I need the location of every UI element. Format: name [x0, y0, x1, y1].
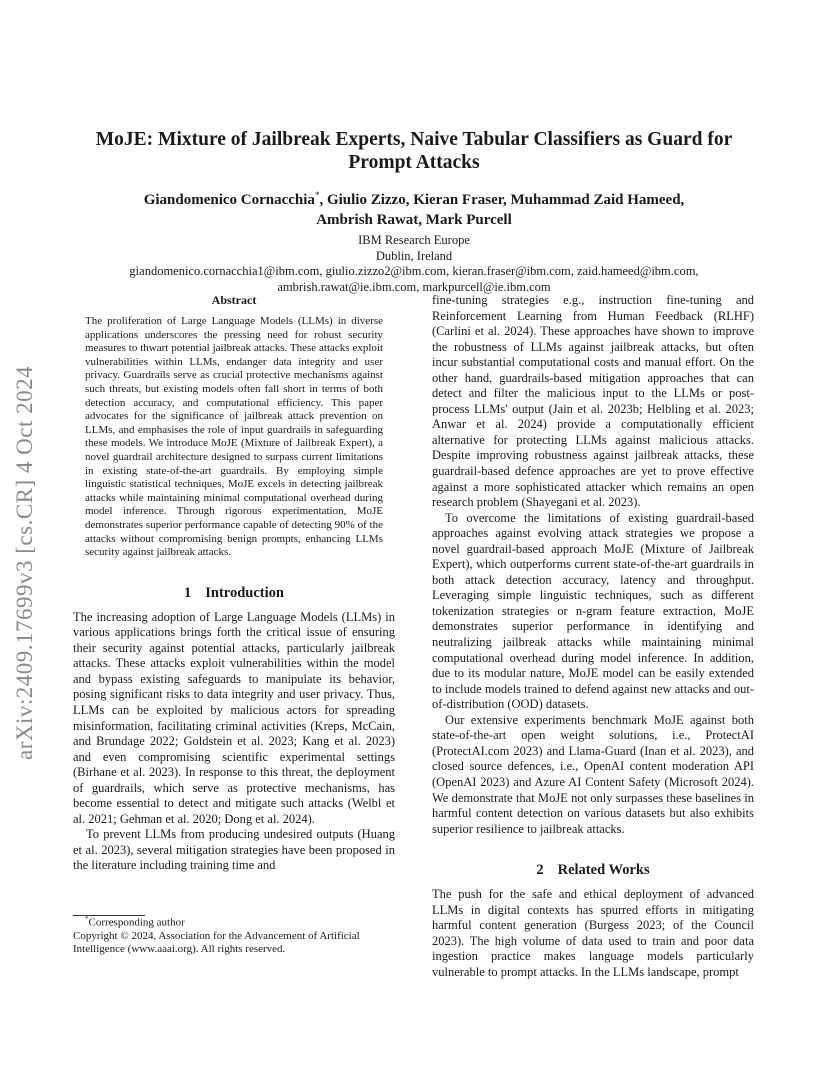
intro-paragraph-3: fine-tuning strategies e.g., instruction fine-tuning and Reinforcement Learning from Human Feedback (RLHF) (Carlini et al. 2024). These approaches have shown to improve the robustness of LLMs against jailbreak attacks, but often incur substantial computational costs and manual effort. On the other hand, guardrails-based mitigation approaches that can detect and filter the malicious input to the LLMs or post-process LLMs' output (Jain et al. 2023b; Helbling et al. 2023; Anwar et al. 2024) provide a computationally efficient alternative for protecting LLMs against malicious attacks. Despite improving robustness against jailbreak attacks, these guardrail-based defence approaches are yet to prove effective against a more sophisticated attacker which remains an open research problem (Shayegani et al. 2023).	[432, 293, 754, 510]
author-first: Giandomenico Cornacchia	[143, 192, 315, 208]
abstract-heading: Abstract	[211, 293, 257, 307]
location: Dublin, Ireland	[375, 248, 453, 263]
copyright-line-1: Copyright © 2024, Association for the Advancement of Artificial	[73, 929, 360, 942]
section-number: 2	[536, 862, 544, 879]
intro-paragraph-1: The increasing adoption of Large Language Models (LLMs) in various applications brings forth the critical issue of ensuring their security against potential attacks, particularly jailbreak attacks. These attacks exploit vulnerabilities within the model and bypass existing safeguards to manipulate its behavior, posing significant risks to data integrity and user privacy. Thus, LLMs can be exploited by malicious actors for spreading misinformation, facilitating criminal activities (Kreps, McCain, and Brundage 2022; Goldstein et al. 2023; Kang et al. 2023) and even compromising scientific experimental settings (Birhane et al. 2023). In response to this threat, the deployment of guardrails, which serve as protective mechanisms, has become essential to detect and mitigate such attacks (Welbl et al. 2021; Gehman et al. 2020; Dong et al. 2024).	[73, 609, 395, 826]
intro-paragraph-4: To overcome the limitations of existing guardrail-based approaches against evolving attack strategies we propose a novel guardrail-based approach MoJE (Mixture of Jailbreak Expert), which outperforms current state-of-the-art guardrails in both attack detection accuracy, latency and throughput. Leveraging simple linguistic techniques, such as different tokenization strategies or n-gram feature extraction, MoJE demonstrates superior performance in identifying and neutralizing jailbreak attacks while maintaining minimal computational overhead during model inference. In addition, due to its modular nature, MoJE model can be easily extended to include models trained to defend against new attacks and out-of-distribution (OOD) datasets.	[432, 510, 754, 712]
section-heading-related-works	[432, 861, 754, 879]
footnote	[73, 913, 403, 956]
paper-header	[60, 128, 768, 295]
footnote-mark: *	[85, 915, 89, 923]
section-heading-introduction	[73, 584, 395, 602]
intro-paragraph-2: To prevent LLMs from producing undesired outputs (Huang et al. 2023), several mitigation strategies have been proposed in the literature including training time and	[73, 827, 395, 873]
footnote-text: Corresponding author	[88, 916, 185, 929]
copyright-line-2: Intelligence (www.aaai.org). All rights reserved.	[73, 943, 286, 956]
title-line-1: MoJE: Mixture of Jailbreak Experts, Naive Tabular Classifiers as Guard for	[95, 129, 733, 150]
emails-line-2: ambrish.rawat@ie.ibm.com, markpurcell@ie.ibm.com	[277, 279, 551, 294]
emails-line-1: giandomenico.cornacchia1@ibm.com, giulio.zizzo2@ibm.com, kieran.fraser@ibm.com, zaid.hameed@ibm.com,	[129, 264, 699, 278]
section-title: Introduction	[205, 584, 284, 601]
author-list	[60, 185, 768, 230]
authors-line-2: Ambrish Rawat, Mark Purcell	[316, 212, 512, 228]
section-title: Related Works	[557, 862, 650, 879]
corresponding-author-note	[73, 913, 403, 930]
institution: IBM Research Europe	[358, 233, 470, 247]
title-line-2: Prompt Attacks	[348, 152, 480, 173]
corresponding-author-mark: *	[314, 190, 320, 200]
affiliation	[60, 233, 768, 295]
left-column	[73, 293, 395, 874]
arxiv-identifier-stamp: arXiv:2409.17699v3 [cs.CR] 4 Oct 2024	[12, 365, 37, 760]
intro-paragraph-5: Our extensive experiments benchmark MoJE against both state-of-the-art open weight solutions, i.e., ProtectAI (ProtectAI.com 2023) and Llama-Guard (Inan et al. 2023), and closed source defences, i.e., OpenAI content moderation API (OpenAI 2023) and Azure AI Content Safety (Microsoft 2024). We demonstrate that MoJE not only surpasses these baselines in harmful content detection on various datasets but also exhibits superior resilience to jailbreak attacks.	[432, 712, 754, 836]
section-number: 1	[184, 584, 192, 601]
authors-line-1-rest: , Giulio Zizzo, Kieran Fraser, Muhammad Zaid Hameed,	[319, 192, 685, 208]
paper-title	[60, 128, 768, 174]
right-column	[432, 293, 754, 980]
related-works-paragraph-1: The push for the safe and ethical deployment of advanced LLMs in digital contexts has spurred efforts in mitigating harmful content generation (Burgess 2023; of the Council 2023). The high volume of data used to train and poor data ingestion practice makes language models particularly vulnerable to prompt attacks. In the LLMs landscape, prompt	[432, 887, 754, 979]
abstract-text: The proliferation of Large Language Models (LLMs) in diverse applications underscores the pressing need for robust security measures to thwart potential jailbreak attacks. These attacks exploit vulnerabilities within LLMs, endanger data integrity and user privacy. Guardrails serve as crucial protective mechanisms against such threats, but existing models often fall short in terms of both detection accuracy, and computational efficiency. This paper advocates for the significance of jailbreak attack prevention on LLMs, and emphasises the role of input guardrails in safeguarding these models. We introduce MoJE (Mixture of Jailbreak Expert), a novel guardrail architecture designed to surpass current limitations in existing state-of-the-art guardrails. By employing simple linguistic statistical techniques, MoJE excels in detecting jailbreak attacks while maintaining minimal computational overhead during model inference. Through rigorous experimentation, MoJE demonstrates superior performance capable of detecting 90% of the attacks without compromising benign prompts, enhancing LLMs security against jailbreak attacks.	[85, 315, 383, 559]
